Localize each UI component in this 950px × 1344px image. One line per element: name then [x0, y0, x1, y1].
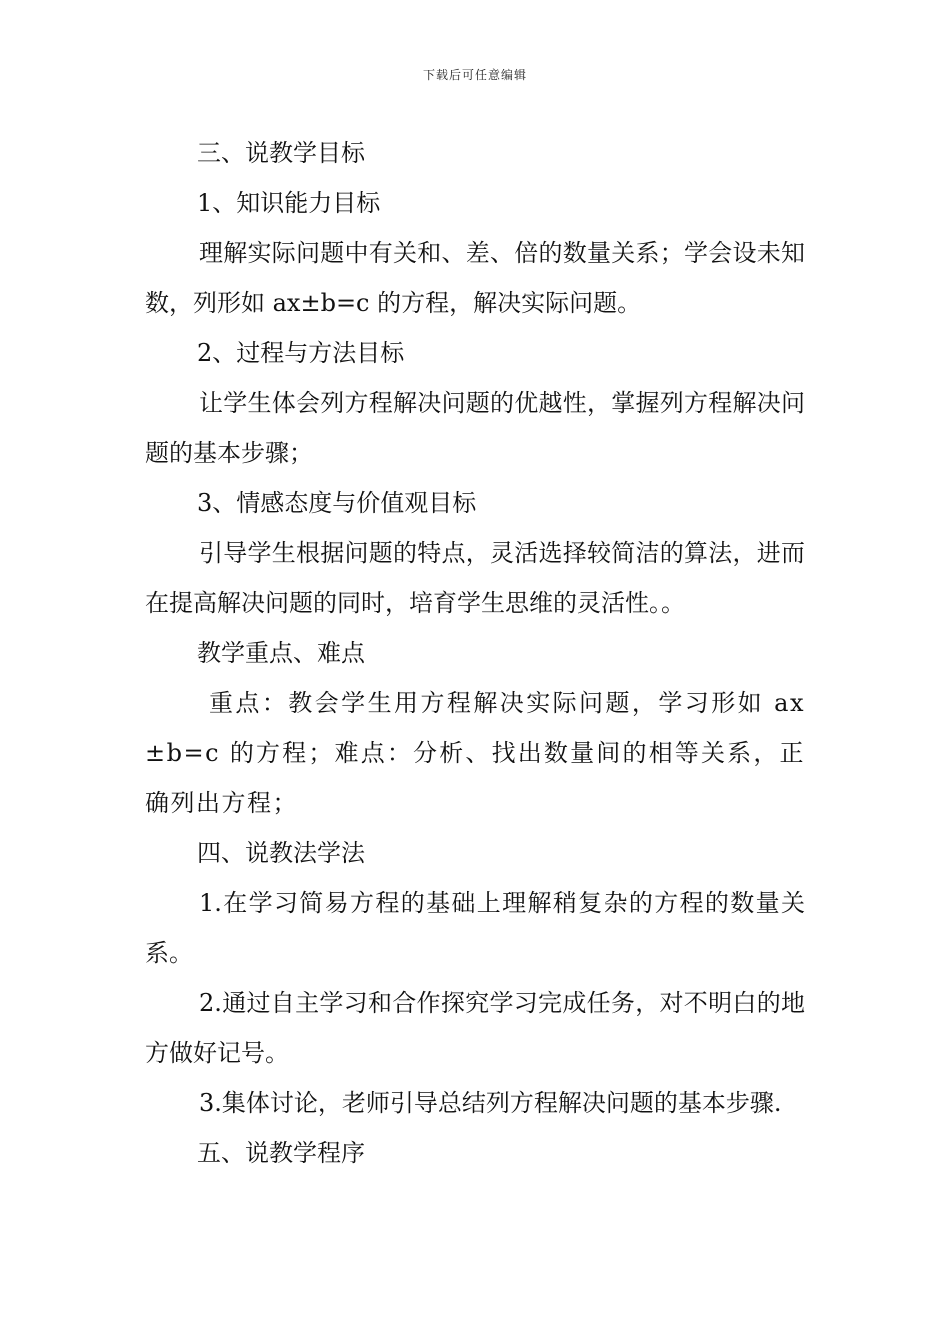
paragraph: 让学生体会列方程解决问题的优越性，掌握列方程解决问题的基本步骤；: [145, 389, 805, 467]
list-item: 3.集体讨论，老师引导总结列方程解决问题的基本步骤.: [199, 1089, 782, 1117]
section-heading: 三、说教学目标: [197, 139, 365, 167]
header-note: 下载后可任意编辑: [422, 68, 527, 82]
list-item: 2.通过自主学习和合作探究学习完成任务，对不明白的地方做好记号。: [145, 989, 805, 1067]
paragraph: 重点：教会学生用方程解决实际问题，学习形如 ax±b=c 的方程；难点：分析、找出数量间的相等关系，正确列出方程；: [145, 689, 805, 817]
paragraph: 理解实际问题中有关和、差、倍的数量关系；学会设未知数，列形如 ax±b=c 的方程，解决实际问题。: [145, 239, 805, 317]
section-heading: 五、说教学程序: [197, 1139, 365, 1167]
section-heading: 四、说教法学法: [197, 839, 365, 867]
section-heading: 教学重点、难点: [197, 639, 365, 667]
subsection-heading: 3、情感态度与价值观目标: [197, 489, 477, 517]
subsection-heading: 1、知识能力目标: [197, 189, 381, 217]
document-body: [145, 128, 805, 1178]
list-item: 1.在学习简易方程的基础上理解稍复杂的方程的数量关系。: [145, 889, 805, 967]
subsection-heading: 2、过程与方法目标: [197, 339, 405, 367]
paragraph: 引导学生根据问题的特点，灵活选择较简洁的算法，进而在提高解决问题的同时，培育学生思维的灵活性。。: [145, 539, 805, 617]
